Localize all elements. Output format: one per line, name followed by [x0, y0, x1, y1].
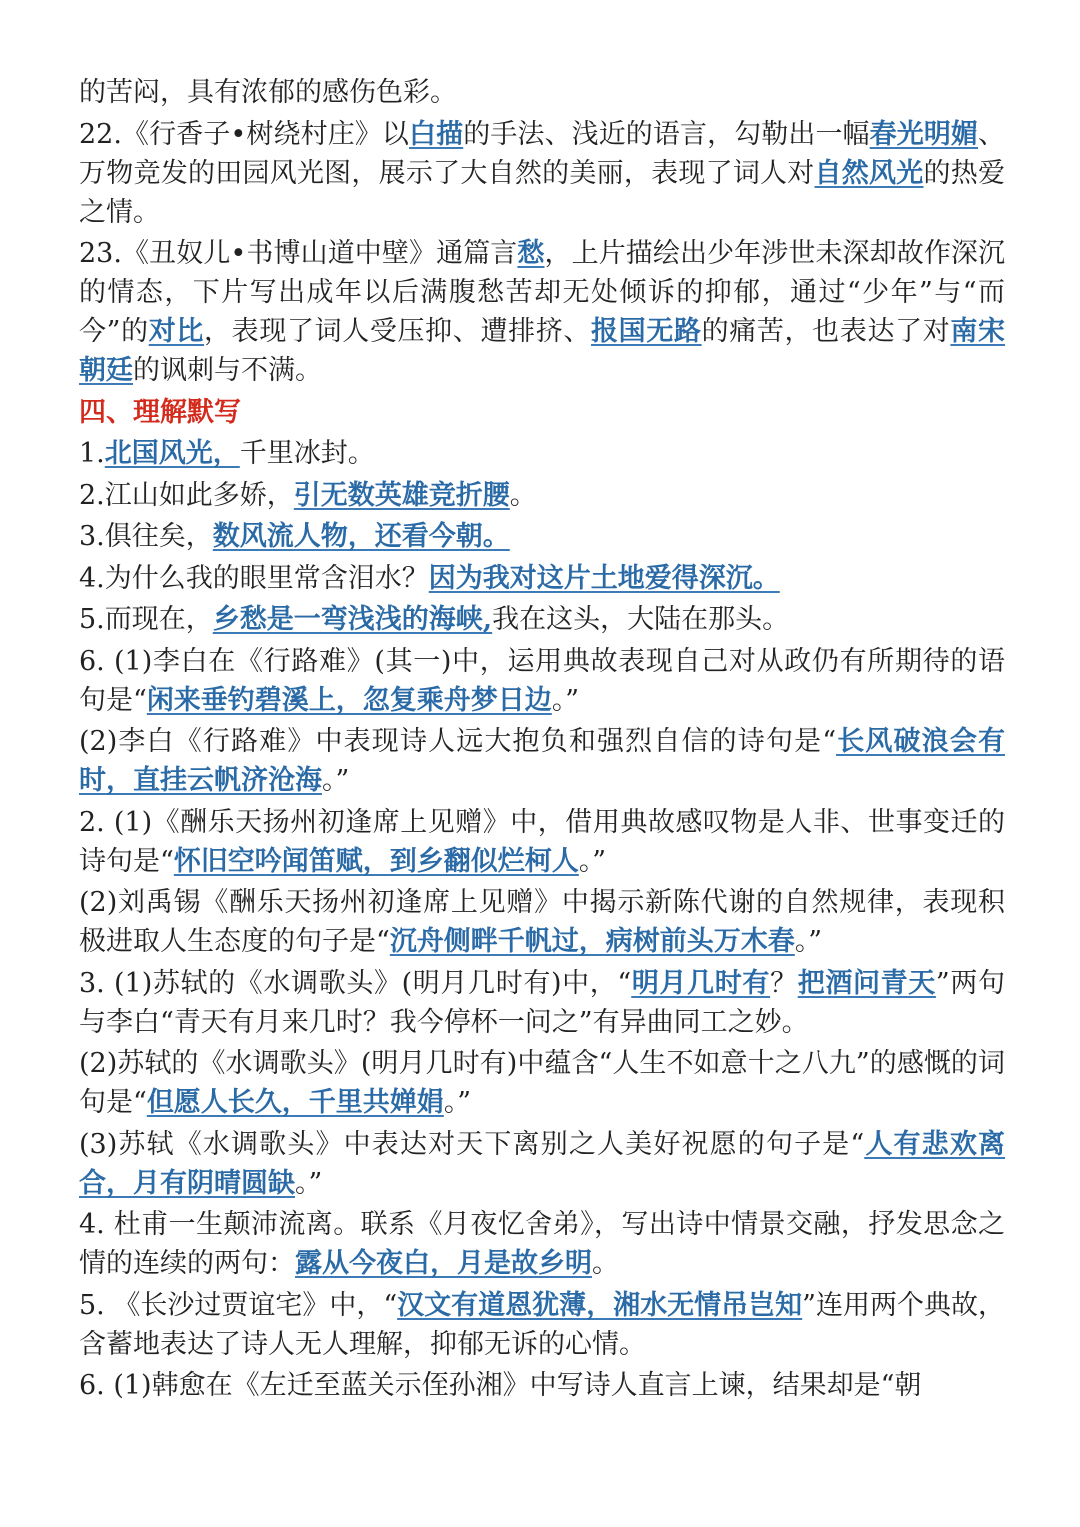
answer-text: 把酒问青天	[797, 967, 936, 999]
body-text: 的痛苦，也表达了对	[701, 316, 951, 347]
body-text: 的热爱之情。	[79, 157, 1006, 228]
section-heading: 四、理解默写	[79, 396, 241, 428]
body-text: 。”	[322, 765, 350, 796]
body-text: (3)苏轼《水调歌头》中表达对天下离别之人美好祝愿的句子是“	[79, 1128, 865, 1160]
body-text: 。”	[551, 684, 580, 716]
paragraph	[79, 1366, 1005, 1405]
body-text: 2. (1)《酬乐天扬州初逢席上见赠》中，借用典故感叹物是人非、世事变迁的诗句是“	[79, 806, 1005, 877]
body-text: 1.	[79, 438, 105, 469]
paragraph	[79, 517, 1005, 556]
answer-text: 北国风光，	[104, 438, 240, 469]
paragraph	[79, 803, 1005, 881]
body-text: 3.俱往矣，	[79, 521, 213, 552]
paragraph	[79, 1125, 1005, 1203]
body-text: 22.《行香子•树绕村庄》以	[79, 118, 410, 150]
body-text: 。”	[295, 1167, 323, 1199]
answer-text: 汉文有道恩犹薄，湘水无情吊岂知	[397, 1289, 803, 1321]
paragraph	[79, 1286, 1005, 1364]
body-text: 5. 《长沙过贾谊宅》中，“	[79, 1289, 398, 1321]
body-text: 5.而现在，	[79, 604, 213, 635]
answer-text: 乡愁是一弯浅浅的海峡,	[212, 604, 493, 635]
answer-text: 对比	[148, 316, 205, 347]
paragraph	[79, 234, 1005, 390]
document-page	[79, 73, 1005, 1408]
answer-text: 数风流人物，还看今朝。	[212, 521, 510, 552]
body-text: (2)苏轼的《水调歌头》(明月几时有)中蕴含“人生不如意十之八九”的感慨的词句是“	[79, 1048, 1005, 1118]
body-text: ？	[770, 967, 798, 999]
body-text: ，上片描绘出少年涉世未深却故作深沉的情态，下片写出成年以后满腹愁苦却无处倾诉的抑郁，通过“少年”与“而今”的	[79, 238, 1006, 347]
paragraph	[79, 642, 1005, 720]
answer-text: 春光明媚	[869, 118, 979, 150]
paragraph	[79, 115, 1005, 232]
paragraph	[79, 964, 1005, 1042]
body-text: 千里冰封。	[239, 438, 375, 469]
answer-text: 闲来垂钓碧溪上，忽复乘舟梦日边	[146, 684, 552, 716]
body-text: 4. 杜甫一生颠沛流离。联系《月夜忆舍弟》，写出诗中情景交融，抒发思念之情的连续的两句：	[79, 1209, 1005, 1279]
answer-text: 怀旧空吟闻笛赋，到乡翻似烂柯人	[173, 845, 579, 877]
answer-text: 明月几时有	[631, 967, 771, 999]
body-text: 、万物竞发的田园风光图，展示了大自然的美丽，表现了词人对	[79, 118, 1006, 189]
paragraph	[79, 1205, 1005, 1283]
body-text: (2)刘禹锡《酬乐天扬州初逢席上见赠》中揭示新陈代谢的自然规律，表现积极进取人生态度的句子是“	[79, 887, 1005, 957]
paragraph	[79, 476, 1005, 515]
paragraph	[79, 434, 1005, 473]
answer-text: 自然风光	[814, 157, 924, 189]
answer-text: 白描	[409, 118, 464, 150]
answer-text: 长风破浪会有时，直挂云帆济沧海	[79, 726, 1005, 796]
body-text: 23.《丑奴儿•书博山道中壁》通篇言	[79, 238, 518, 269]
paragraph	[79, 722, 1005, 800]
body-text: ”两句与李白“青天有月来几时？我今停杯一问之”有异曲同工之妙。	[79, 967, 1006, 1038]
body-text: 的苦闷，具有浓郁的感伤色彩。	[79, 77, 457, 108]
body-text: 的讽刺与不满。	[133, 355, 322, 386]
body-text: 。”	[443, 1087, 472, 1118]
body-text: 3. (1)苏轼的《水调歌头》(明月几时有)中，“	[79, 967, 632, 999]
body-text: 我在这头，大陆在那头。	[492, 604, 790, 635]
paragraph	[79, 600, 1005, 639]
paragraph	[79, 883, 1005, 961]
answer-text: 但愿人长久，千里共婵娟	[146, 1087, 444, 1118]
body-text: 4.为什么我的眼里常含泪水？	[79, 562, 429, 594]
answer-text: 人有悲欢离合，月有阴晴圆缺	[79, 1128, 1005, 1199]
body-text: (2)李白《行路难》中表现诗人远大抱负和强烈自信的诗句是“	[79, 726, 837, 757]
body-text: ，表现了词人受压抑、遭排挤、	[204, 316, 592, 347]
body-text: 。	[509, 479, 537, 511]
answer-text: 露从今夜白，月是故乡明	[295, 1248, 592, 1279]
body-text: 。”	[578, 845, 607, 877]
answer-text: 沉舟侧畔千帆过，病树前头万木春	[389, 926, 795, 957]
body-text: 6. (1)李白在《行路难》(其一)中，运用典故表现自己对从政仍有所期待的语句是“	[79, 645, 1005, 716]
paragraph	[79, 73, 1005, 112]
answer-text: 报国无路	[591, 316, 702, 347]
answer-text: 引无数英雄竞折腰	[293, 479, 510, 511]
body-text: 。”	[794, 926, 823, 957]
answer-text: 因为我对这片土地爱得深沉。	[428, 562, 780, 594]
body-text: 的手法、浅近的语言，勾勒出一幅	[463, 118, 870, 150]
body-text: 2.江山如此多娇，	[79, 479, 294, 511]
body-text: 。	[592, 1248, 619, 1279]
body-text: 6. (1)韩愈在《左迁至蓝关示侄孙湘》中写诗人直言上谏，结果却是“朝	[79, 1370, 922, 1401]
body-text: ”连用两个典故，含蓄地表达了诗人无人理解，抑郁无诉的心情。	[79, 1289, 1005, 1360]
answer-text: 南宋朝廷	[79, 316, 1006, 386]
paragraph	[79, 559, 1005, 598]
answer-text: 愁	[517, 238, 545, 269]
paragraph	[79, 1044, 1005, 1122]
